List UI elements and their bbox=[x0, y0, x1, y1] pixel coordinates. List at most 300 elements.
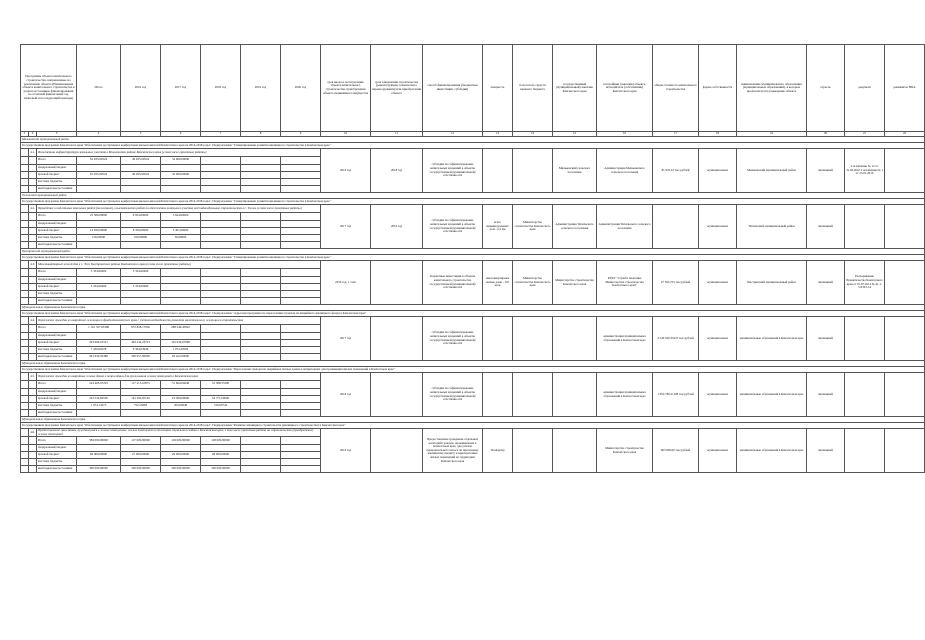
branch: жилищный bbox=[807, 149, 845, 193]
empty-cell bbox=[29, 283, 37, 290]
capacity: 36 квартир bbox=[483, 429, 513, 473]
funding-value-y2020 bbox=[281, 409, 321, 417]
start-date: 2017 год bbox=[321, 317, 371, 361]
funding-value-y2017 bbox=[161, 409, 201, 417]
total-cost: 27 363,755 тыс.рублей bbox=[653, 261, 699, 305]
funding-value-y2020 bbox=[281, 458, 321, 465]
funding-value-y2020 bbox=[281, 388, 321, 395]
ownership-form: муниципальная bbox=[699, 429, 737, 473]
branch: жилищный bbox=[807, 205, 845, 249]
empty-cell bbox=[21, 458, 29, 465]
empty-cell bbox=[21, 213, 29, 221]
column-number-cell: 11 bbox=[371, 132, 423, 137]
developer: администрации муниципальных образований в Камчатском крае bbox=[597, 317, 653, 361]
capacity bbox=[483, 149, 513, 193]
funding-source-label: местные бюджеты bbox=[37, 346, 77, 353]
funding-source-label: местные бюджеты bbox=[37, 402, 77, 409]
funding-value-y2016 bbox=[121, 220, 161, 227]
funding-value-y2017: 51 664,04648 bbox=[161, 381, 201, 389]
funding-value-y2016: 127 000,00000 bbox=[121, 437, 161, 445]
developer: Министерство строительства Камчатского края bbox=[597, 429, 653, 473]
funding-value-y2016 bbox=[121, 185, 161, 193]
funding-value-y2018 bbox=[201, 458, 241, 465]
end-date bbox=[371, 317, 423, 361]
empty-cell bbox=[21, 429, 29, 437]
funding-value-y2017 bbox=[161, 458, 201, 465]
header-customer-cell: государственный (муниципальный) заказчик Камчатского края bbox=[553, 45, 597, 132]
funding-source-label: внебюджетные источники bbox=[37, 241, 77, 249]
column-number-cell: 9 bbox=[281, 132, 321, 137]
funding-value-y2018 bbox=[201, 241, 241, 249]
capital-construction-table bbox=[20, 44, 925, 473]
empty-cell bbox=[29, 234, 37, 241]
funding-value-total: 81 935,90524 bbox=[77, 157, 121, 165]
funding-value-y2020 bbox=[281, 339, 321, 346]
column-number-cell: 22 bbox=[885, 132, 925, 137]
funding-value-y2020 bbox=[281, 185, 321, 193]
funding-value-y2018 bbox=[201, 297, 241, 305]
budget-recipient: Министерство строительства Камчатского края bbox=[513, 205, 553, 249]
empty-cell bbox=[21, 261, 29, 269]
funding-value-y2019 bbox=[241, 353, 281, 361]
municipality-name: Тигильский муниципальный район bbox=[21, 193, 925, 199]
capacity: всего индивидуальных дом - 2,5 км bbox=[483, 205, 513, 249]
funding-value-y2018 bbox=[201, 444, 241, 451]
empty-cell bbox=[29, 409, 37, 417]
empty-cell bbox=[29, 171, 37, 178]
funding-value-y2016 bbox=[121, 297, 161, 305]
funding-value-y2020 bbox=[281, 220, 321, 227]
empty-cell bbox=[29, 458, 37, 465]
funding-value-total bbox=[77, 388, 121, 395]
npa-ref bbox=[885, 261, 925, 305]
capacity bbox=[483, 317, 513, 361]
funding-value-y2020 bbox=[281, 269, 321, 277]
funding-value-y2018 bbox=[201, 283, 241, 290]
header-capacity-cell: мощность bbox=[483, 45, 513, 132]
municipality-name: Мильковский муниципальный район bbox=[21, 137, 925, 143]
empty-cell bbox=[21, 205, 29, 213]
funding-value-y2016: 463 234,23723 bbox=[121, 339, 161, 346]
financing-method: субсидии на софинансирование капитальных вложений в объекты государственной (муниципальной) собственности bbox=[423, 317, 483, 361]
funding-value-y2018 bbox=[201, 388, 241, 395]
funding-value-y2016: 100 000,00000 bbox=[121, 465, 161, 473]
funding-value-y2017 bbox=[161, 444, 201, 451]
funding-value-y2017: 29 000,00000 bbox=[161, 451, 201, 458]
item-number: 4.1. bbox=[29, 149, 37, 157]
header-mo-cell: наименование муниципального образования (муниципальных образований), в которых предполагается размещение объекта bbox=[737, 45, 807, 132]
funding-value-y2019 bbox=[241, 465, 281, 473]
funding-value-y2019 bbox=[241, 395, 281, 402]
funding-value-y2016 bbox=[121, 178, 161, 185]
funding-source-label: местные бюджеты bbox=[37, 234, 77, 241]
funding-value-y2018: 54 771,00000 bbox=[201, 395, 241, 402]
municipality-name: Муниципальные образования Камчатского края bbox=[21, 417, 925, 423]
funding-value-y2016 bbox=[121, 164, 161, 171]
funding-value-y2020 bbox=[281, 171, 321, 178]
funding-value-y2016: 100,00000 bbox=[121, 234, 161, 241]
financing-method: субсидии на софинансирование капитальных вложений в объекты государственной (муниципальной) собственности bbox=[423, 373, 483, 417]
funding-value-total: 384 000,00000 bbox=[77, 437, 121, 445]
customer: Мильковский сельского поселения bbox=[553, 149, 597, 193]
header-recipient-cell: получатель средств краевого бюджета bbox=[513, 45, 553, 132]
funding-source-label: краевой бюджет bbox=[37, 451, 77, 458]
funding-value-total bbox=[77, 444, 121, 451]
item-number: 4.3. bbox=[29, 261, 37, 269]
npa-ref bbox=[885, 149, 925, 193]
empty-cell bbox=[29, 325, 37, 333]
funding-value-y2017 bbox=[161, 276, 201, 283]
customer: Министерство строительства Камчатского края bbox=[553, 261, 597, 305]
funding-source-label: краевой бюджет bbox=[37, 171, 77, 178]
funding-value-y2018 bbox=[201, 339, 241, 346]
empty-cell bbox=[29, 339, 37, 346]
funding-value-y2017: 62 422,00000 bbox=[161, 353, 201, 361]
project-title-row bbox=[21, 149, 925, 157]
header-2019-cell: 2019 год bbox=[241, 45, 281, 132]
funding-value-y2019 bbox=[241, 213, 281, 221]
funding-value-y2019 bbox=[241, 157, 281, 165]
financing-method: субсидии на софинансирование капитальных вложений в объекты государственной (муниципальной) собственности bbox=[423, 149, 483, 193]
funding-value-y2018 bbox=[201, 213, 241, 221]
funding-value-y2019 bbox=[241, 409, 281, 417]
funding-value-y2019 bbox=[241, 339, 281, 346]
empty-cell bbox=[29, 402, 37, 409]
developer: Администрация Мильковского сельского поселения bbox=[597, 149, 653, 193]
funding-value-y2018: 28 000,00000 bbox=[201, 451, 241, 458]
funding-value-total: 1 161 327,65398 bbox=[77, 325, 121, 333]
header-start-cell: срок ввода в эксплуатацию объекта капитального строительства, приобретения объекта недвижимого имущества bbox=[321, 45, 371, 132]
funding-value-total: 293 960,91521 bbox=[77, 339, 121, 346]
budget-recipient bbox=[513, 373, 553, 417]
column-number-cell: 21 bbox=[845, 132, 885, 137]
header-doc-cell: документ bbox=[845, 45, 885, 132]
document-ref bbox=[845, 373, 885, 417]
header-branch-cell: отрасль bbox=[807, 45, 845, 132]
empty-cell bbox=[29, 381, 37, 389]
developer: администрации муниципальных образований в Камчатском крае bbox=[597, 373, 653, 417]
program-name: Государственная программа Камчатского края "Обеспечение доступным и комфортным жильем жителей Камчатского края на 2014-2018 годы". Подпрограмма "Адресная программа по переселению граждан из аварийного жилищного фонда в Камчатском крае" bbox=[21, 311, 925, 317]
customer: Администрация Тигильского сельского поселения bbox=[553, 205, 597, 249]
header-2020-cell: 2020 год bbox=[281, 45, 321, 132]
funding-value-y2018 bbox=[201, 164, 241, 171]
funding-value-total bbox=[77, 241, 121, 249]
empty-cell bbox=[29, 227, 37, 234]
funding-source-label: местные бюджеты bbox=[37, 290, 77, 297]
funding-value-total bbox=[77, 220, 121, 227]
funding-value-y2019 bbox=[241, 451, 281, 458]
funding-value-y2018: 100 000,00000 bbox=[201, 465, 241, 473]
funding-value-y2019 bbox=[241, 220, 281, 227]
funding-source-label: местные бюджеты bbox=[37, 178, 77, 185]
empty-cell bbox=[21, 283, 29, 290]
funding-value-y2017: 5 491,00000 bbox=[161, 227, 201, 234]
header-ownership-cell: форма собственности bbox=[699, 45, 737, 132]
funding-value-total: 300 000,00000 bbox=[77, 465, 121, 473]
start-date: 2016 год bbox=[321, 429, 371, 473]
funding-value-y2016 bbox=[121, 409, 161, 417]
funding-source-label: местные бюджеты bbox=[37, 458, 77, 465]
funding-value-y2019 bbox=[241, 437, 281, 445]
project-title-row bbox=[21, 317, 925, 325]
empty-cell bbox=[29, 290, 37, 297]
header-npa-cell: реквизиты НПА bbox=[885, 45, 925, 132]
budget-recipient bbox=[513, 429, 553, 473]
header-total-cell: Итого bbox=[77, 45, 121, 132]
empty-cell bbox=[29, 269, 37, 277]
empty-cell bbox=[21, 395, 29, 402]
funding-value-y2018 bbox=[201, 157, 241, 165]
column-number-cell: 7 bbox=[201, 132, 241, 137]
funding-value-y2019 bbox=[241, 164, 281, 171]
column-number-cell: 6 bbox=[161, 132, 201, 137]
funding-value-y2020 bbox=[281, 346, 321, 353]
funding-value-y2020 bbox=[281, 437, 321, 445]
funding-value-y2018 bbox=[201, 332, 241, 339]
funding-value-y2020 bbox=[281, 213, 321, 221]
funding-value-y2016: 872 828,17936 bbox=[121, 325, 161, 333]
funding-value-y2018 bbox=[201, 353, 241, 361]
funding-value-y2019 bbox=[241, 276, 281, 283]
empty-cell bbox=[21, 332, 29, 339]
ownership-form: муниципальная bbox=[699, 149, 737, 193]
funding-value-total bbox=[77, 458, 121, 465]
empty-cell bbox=[21, 339, 29, 346]
empty-cell bbox=[21, 220, 29, 227]
end-date bbox=[371, 261, 423, 305]
funding-value-y2019 bbox=[241, 171, 281, 178]
funding-value-total: 5 334,60400 bbox=[77, 269, 121, 277]
funding-value-y2020 bbox=[281, 241, 321, 249]
municipality-list: муниципальные образования в Камчатском крае bbox=[737, 429, 807, 473]
funding-source-label: Итого bbox=[37, 213, 77, 221]
funding-value-y2016: 117 215,10875 bbox=[121, 381, 161, 389]
funding-value-y2018: 55 588,33300 bbox=[201, 381, 241, 389]
header-2018-cell: 2018 год bbox=[201, 45, 241, 132]
funding-value-y2020 bbox=[281, 395, 321, 402]
funding-value-y2018: 516,00744 bbox=[201, 402, 241, 409]
item-number: 4.5. bbox=[29, 373, 37, 381]
funding-value-y2018: 128 000,00000 bbox=[201, 437, 241, 445]
funding-value-y2017 bbox=[161, 178, 201, 185]
empty-cell bbox=[29, 437, 37, 445]
project-title: Переселение граждан из аварийного жилищного фонда Камчатского края с учетом необходимости развития малоэтажного жилищного строительства bbox=[37, 317, 321, 325]
header-cost-cell: общая стоимость капитального строительства bbox=[653, 45, 699, 132]
capacity: многоквартирные жилые дома - 110 кв.м bbox=[483, 261, 513, 305]
end-date bbox=[371, 429, 423, 473]
funding-value-y2018 bbox=[201, 325, 241, 333]
funding-value-y2017: 32 000,00000 bbox=[161, 171, 201, 178]
project-title: Инженерная инфраструктура земельных участков в Мильковском районе Камчатского края (в том числе проектные работы) bbox=[37, 149, 321, 157]
program-name: Государственная программа Камчатского края "Обеспечение доступным и комфортным жильем жителей Камчатского края на 2014-2018 годы". Подпрограмма "Переселение граждан из аварийных жилых домов и непригодных для проживания жилых помещений в Камчатском крае" bbox=[21, 367, 925, 373]
item-number: 4.2. bbox=[29, 205, 37, 213]
column-number-cell: 20 bbox=[807, 132, 845, 137]
funding-value-y2017 bbox=[161, 241, 201, 249]
funding-value-total: 5 334,60400 bbox=[77, 283, 121, 290]
header-end-cell: срок завершения строительства (реконструкции, технического перевооружения) или приобретения объекта bbox=[371, 45, 423, 132]
funding-value-y2019 bbox=[241, 185, 281, 193]
empty-cell bbox=[29, 444, 37, 451]
document-ref bbox=[845, 205, 885, 249]
empty-cell bbox=[21, 234, 29, 241]
funding-value-y2019 bbox=[241, 241, 281, 249]
column-number-cell: 1 bbox=[21, 132, 29, 137]
ownership-form: муниципальная bbox=[699, 317, 737, 361]
funding-value-y2019 bbox=[241, 234, 281, 241]
header-method-cell: способ финансирования (бюджетные инвестиции, субсидии) bbox=[423, 45, 483, 132]
start-date: 2018 год bbox=[321, 373, 371, 417]
empty-cell bbox=[21, 276, 29, 283]
funding-value-total: 156,00000 bbox=[77, 234, 121, 241]
empty-cell bbox=[29, 276, 37, 283]
budget-recipient bbox=[513, 149, 553, 193]
funding-value-y2016: 500 957,00000 bbox=[121, 353, 161, 361]
npa-ref bbox=[885, 373, 925, 417]
financing-method: субсидии на софинансирование капитальных вложений в объекты государственной (муниципальной) собственности bbox=[423, 205, 483, 249]
header-2016-cell: 2016 год bbox=[121, 45, 161, 132]
project-title: Предоставление гражданам, нуждающимся в жилых помещениях, жилых помещений по договорам социального найма в Камчатском крае, в том числе проектная работа на строительство (приобретение) жилых помещений bbox=[37, 429, 321, 437]
document-ref: Распоряжение Правительства Камчатского края от 01.07.2014 № 41-1-5-0323-14 bbox=[845, 261, 885, 305]
item-number: 4.4. bbox=[29, 317, 37, 325]
funding-value-y2019 bbox=[241, 297, 281, 305]
empty-cell bbox=[21, 437, 29, 445]
total-cost: 81 935,91 тыс.рублей bbox=[653, 149, 699, 193]
ownership-form: муниципальная bbox=[699, 205, 737, 249]
funding-value-y2018 bbox=[201, 269, 241, 277]
municipality-list: Быстринский муниципальный район bbox=[737, 261, 807, 305]
empty-cell bbox=[21, 157, 29, 165]
empty-cell bbox=[21, 317, 29, 325]
funding-value-y2019 bbox=[241, 269, 281, 277]
funding-value-y2018 bbox=[201, 290, 241, 297]
funding-value-y2019 bbox=[241, 402, 281, 409]
funding-value-total bbox=[77, 409, 121, 417]
funding-value-y2018 bbox=[201, 276, 241, 283]
funding-value-y2020 bbox=[281, 297, 321, 305]
budget-recipient bbox=[513, 317, 553, 361]
empty-cell bbox=[21, 269, 29, 277]
funding-value-y2017: 56,00000 bbox=[161, 234, 201, 241]
funding-source-label: федеральный бюджет bbox=[37, 220, 77, 227]
funding-source-label: внебюджетные источники bbox=[37, 465, 77, 473]
empty-cell bbox=[29, 465, 37, 473]
column-number-cell: 18 bbox=[699, 132, 737, 137]
funding-value-y2020 bbox=[281, 234, 321, 241]
funding-value-y2019 bbox=[241, 283, 281, 290]
municipality-list: Мильковский муниципальный район bbox=[737, 149, 807, 193]
empty-cell bbox=[21, 241, 29, 249]
end-date: 2018 год bbox=[371, 149, 423, 193]
empty-cell bbox=[21, 381, 29, 389]
empty-cell bbox=[21, 185, 29, 193]
funding-value-y2020 bbox=[281, 444, 321, 451]
financing-method: бюджетные инвестиции в объекты капитального строительства государственной (муниципальной) собственности bbox=[423, 261, 483, 305]
empty-cell bbox=[21, 465, 29, 473]
funding-value-y2018 bbox=[201, 178, 241, 185]
empty-cell bbox=[21, 297, 29, 305]
end-date bbox=[371, 373, 423, 417]
funding-value-total bbox=[77, 290, 121, 297]
municipality-name: Быстринский муниципальный район bbox=[21, 249, 925, 255]
total-cost: 2 540 520,35437 тыс.рублей bbox=[653, 317, 699, 361]
empty-cell bbox=[21, 451, 29, 458]
funding-value-y2017: 5 624,00000 bbox=[161, 213, 201, 221]
total-cost bbox=[653, 205, 699, 249]
funding-value-y2017 bbox=[161, 269, 201, 277]
header-developer-cell: застройщик (заказчик) объекта, исполнитель (собственник) Камчатского края bbox=[597, 45, 653, 132]
customer bbox=[553, 429, 597, 473]
funding-source-label: Итого bbox=[37, 437, 77, 445]
funding-value-y2016 bbox=[121, 332, 161, 339]
funding-value-y2016: 161 362,87192 bbox=[121, 395, 161, 402]
column-number-cell: 17 bbox=[653, 132, 699, 137]
column-number-cell: 14 bbox=[513, 132, 553, 137]
funding-source-label: внебюджетные источники bbox=[37, 185, 77, 193]
program-name: Государственная программа Камчатского края "Обеспечение доступным и комфортным жильем жителей Камчатского края на 2014-2018 годы". Подпрограмма "Стимулирование развития жилищного строительства в Камчатском крае" bbox=[21, 199, 925, 205]
funding-source-label: федеральный бюджет bbox=[37, 164, 77, 171]
funding-value-y2019 bbox=[241, 332, 281, 339]
funding-source-label: Итого bbox=[37, 325, 77, 333]
funding-value-y2016 bbox=[121, 276, 161, 283]
funding-value-y2016: 49 935,90524 bbox=[121, 157, 161, 165]
npa-ref bbox=[885, 429, 925, 473]
funding-value-total bbox=[77, 332, 121, 339]
column-number-cell: 13 bbox=[483, 132, 513, 137]
funding-value-y2016 bbox=[121, 241, 161, 249]
funding-source-label: краевой бюджет bbox=[37, 283, 77, 290]
item-number: 4.6. bbox=[29, 429, 37, 437]
empty-cell bbox=[21, 149, 29, 157]
funding-value-y2020 bbox=[281, 402, 321, 409]
funding-value-y2017: 1 074,28192 bbox=[161, 346, 201, 353]
funding-value-total bbox=[77, 297, 121, 305]
funding-value-y2020 bbox=[281, 353, 321, 361]
branch: жилищный bbox=[807, 373, 845, 417]
funding-value-y2019 bbox=[241, 178, 281, 185]
funding-value-y2018 bbox=[201, 227, 241, 234]
empty-cell bbox=[21, 325, 29, 333]
table-header-row bbox=[21, 45, 925, 132]
financing-method: Предоставление гражданам отдельных категорий граждан, проживающих в Камчатском крае, для уплаты первоначального взноса по ипотечному жилищному кредиту и приобретению жилых помещений на территории Камчатского края bbox=[423, 429, 483, 473]
empty-cell bbox=[29, 297, 37, 305]
empty-cell bbox=[29, 395, 37, 402]
funding-value-y2020 bbox=[281, 325, 321, 333]
funding-source-label: Итого bbox=[37, 157, 77, 165]
branch: жилищный bbox=[807, 317, 845, 361]
document-ref bbox=[845, 317, 885, 361]
municipality-list: Тигильский муниципальный район bbox=[737, 205, 807, 249]
empty-cell bbox=[21, 388, 29, 395]
funding-value-y2018 bbox=[201, 346, 241, 353]
funding-value-total: 961 930,93489 bbox=[77, 353, 121, 361]
municipality-list: муниципальные образования в Камчатском крае bbox=[737, 317, 807, 361]
municipality-name: Муниципальные образования Камчатского края bbox=[21, 361, 925, 367]
empty-cell bbox=[29, 388, 37, 395]
empty-cell bbox=[21, 171, 29, 178]
funding-value-y2017 bbox=[161, 297, 201, 305]
empty-cell bbox=[21, 178, 29, 185]
funding-value-total bbox=[77, 164, 121, 171]
funding-value-y2020 bbox=[281, 332, 321, 339]
column-number-cell: 12 bbox=[423, 132, 483, 137]
empty-cell bbox=[29, 185, 37, 193]
funding-value-y2017: 204,04648 bbox=[161, 402, 201, 409]
funding-source-label: федеральный бюджет bbox=[37, 332, 77, 339]
funding-source-label: федеральный бюджет bbox=[37, 388, 77, 395]
funding-value-y2019 bbox=[241, 325, 281, 333]
funding-value-y2019 bbox=[241, 388, 281, 395]
capacity bbox=[483, 373, 513, 417]
